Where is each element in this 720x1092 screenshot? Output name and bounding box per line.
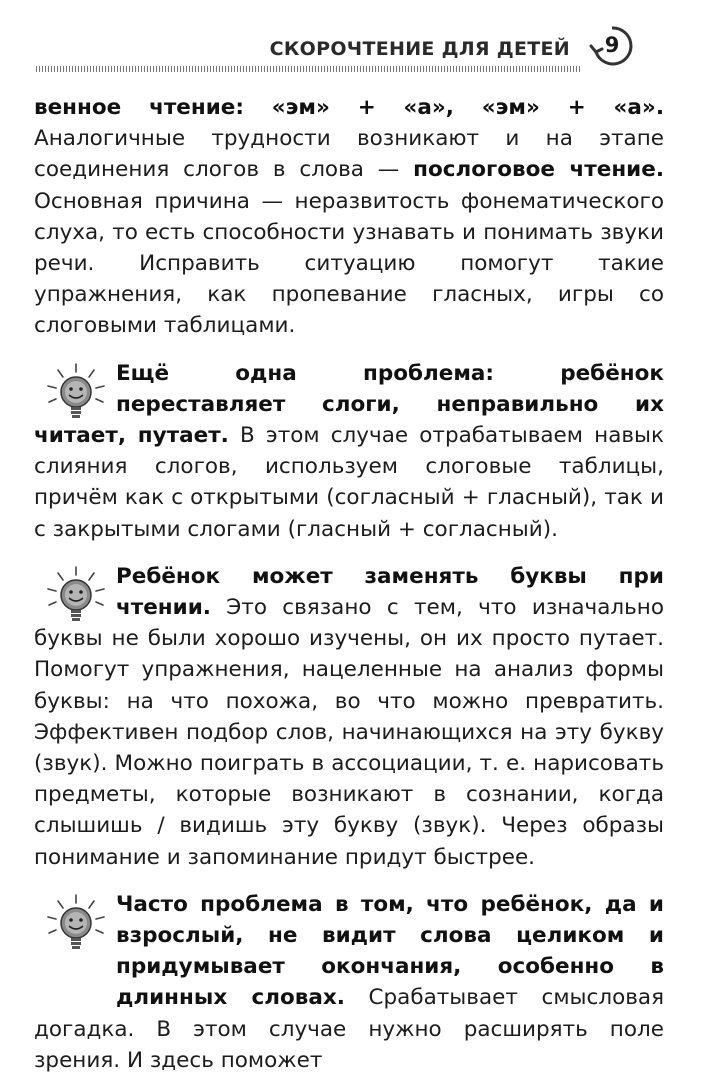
page-body: [34, 92, 664, 1092]
lightbulb-smiley-icon: [40, 563, 112, 629]
header-rule: [36, 66, 580, 72]
running-header: [30, 18, 680, 78]
bold-phrase: послоговое чтение.: [413, 157, 664, 183]
page-number: 9: [604, 33, 620, 57]
tip-heading: Ребёнок может заменять буквы при чтении.: [116, 563, 664, 621]
body-text: Основная причина — неразвитость фонематического слуха, то есть способности узнавать и понимать звуки речи. Исправить ситуацию помогут такие упражнения, как пропевание гласных, игры со слоговыми таблицами.: [34, 188, 664, 339]
paragraph: [34, 92, 664, 342]
bold-phrase: венное чтение: «эм» + «а», «эм» + «а».: [34, 95, 664, 120]
tip-heading: Ещё одна проблема: ребёнок переставляет слоги, неправильно их читает, путает.: [34, 360, 664, 449]
lightbulb-smiley-icon: [40, 891, 112, 957]
tip-text: В этом случае отрабатываем навык слияния слогов, используем слоговые таблицы, причём как с открытыми (согласный + гласный), так и с закрытыми слогами (гласный + согласный).: [34, 423, 664, 542]
page-number-badge: [588, 22, 636, 70]
body-text: Аналогичные трудности возникают и на этапе соединения слогов в слова —: [34, 126, 664, 183]
tip-block: [34, 889, 664, 1076]
tip-paragraph: [34, 358, 664, 545]
tip-paragraph: [34, 561, 664, 873]
tip-heading: Часто проблема в том, что ребёнок, да и взрослый, не видит слова целиком и придумывает окончания, особенно в длинных словах.: [116, 891, 664, 1011]
tip-block: [34, 561, 664, 873]
tip-text: Срабатывает смысловая догадка. В этом случае нужно расширять поле зрения. И здесь поможет: [34, 985, 665, 1073]
lightbulb-smiley-icon: [40, 360, 112, 426]
tip-block: [34, 358, 664, 545]
tip-text: Это связано с тем, что изначально буквы не были хорошо изучены, он их просто путает. Помогут упражнения, нацеленные на анализ формы буквы: на что похожа, во что можно превратить. Эффективен подбор слов, начинающихся на эту букву (звук). Можно поиграть в ассоциации, т. е. нарисовать предметы, которые возникают в сознании, когда слышишь / видишь эту букву (звук). Через образы понимание и запоминание придут быстрее.: [34, 595, 664, 870]
tip-paragraph: [34, 889, 664, 1076]
book-title: СКОРОЧТЕНИЕ ДЛЯ ДЕТЕЙ: [269, 38, 570, 60]
